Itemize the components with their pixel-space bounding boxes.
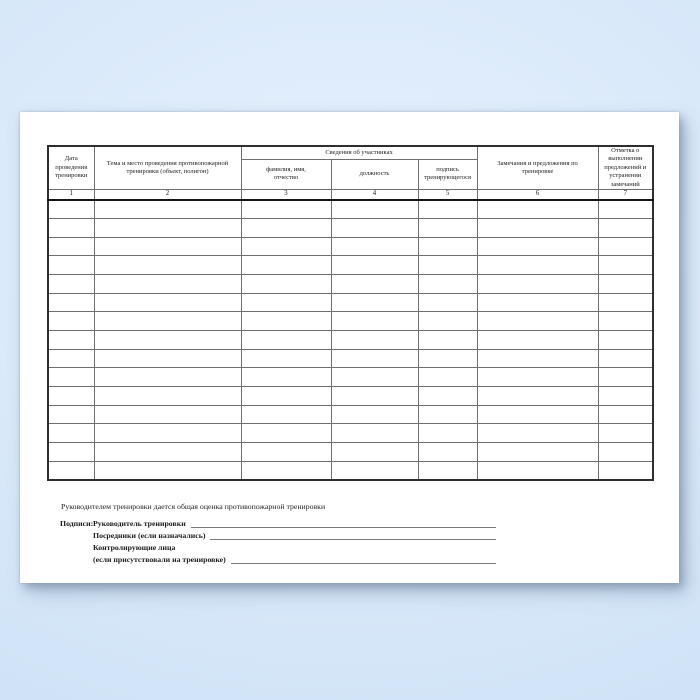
table-cell	[477, 349, 598, 368]
table-cell	[418, 424, 477, 443]
table-cell	[331, 256, 418, 275]
table-cell	[48, 461, 94, 480]
table-cell	[331, 218, 418, 237]
table-cell	[598, 200, 653, 219]
table-cell	[331, 461, 418, 480]
signatures-block	[60, 518, 496, 566]
column-number: 5	[418, 190, 477, 200]
table-cell	[418, 237, 477, 256]
table-cell	[418, 368, 477, 387]
table-cell	[241, 274, 331, 293]
table-cell	[241, 461, 331, 480]
table-cell	[48, 237, 94, 256]
table-cell	[94, 312, 241, 331]
table-cell	[418, 331, 477, 350]
table-cell	[418, 405, 477, 424]
table-cell	[477, 368, 598, 387]
table-cell	[241, 331, 331, 350]
column-number: 2	[94, 190, 241, 200]
table-cell	[48, 424, 94, 443]
table-cell	[48, 312, 94, 331]
table-cell	[94, 200, 241, 219]
table-body	[48, 200, 653, 480]
table-cell	[598, 256, 653, 275]
table-cell	[94, 461, 241, 480]
table-cell	[477, 405, 598, 424]
table-cell	[598, 312, 653, 331]
table-cell	[48, 349, 94, 368]
table-cell	[241, 312, 331, 331]
table-cell	[598, 293, 653, 312]
header-name-label: фамилия, имя, отчество	[266, 165, 306, 182]
header-signature-label: подпись тренирующегося	[424, 165, 471, 182]
table-cell	[94, 349, 241, 368]
table-row	[48, 293, 653, 312]
header-position-column	[331, 159, 418, 190]
header-remarks-column	[477, 146, 598, 190]
table-cell	[477, 331, 598, 350]
table-cell	[331, 349, 418, 368]
table-row	[48, 387, 653, 406]
table-cell	[477, 443, 598, 462]
table-cell	[48, 443, 94, 462]
table-cell	[48, 331, 94, 350]
header-completion-column	[598, 146, 653, 190]
table-cell	[418, 349, 477, 368]
table-cell	[94, 387, 241, 406]
table-row	[48, 237, 653, 256]
table-cell	[48, 274, 94, 293]
column-number: 6	[477, 190, 598, 200]
table-cell	[598, 218, 653, 237]
table-cell	[598, 368, 653, 387]
table-cell	[331, 200, 418, 219]
table-cell	[418, 461, 477, 480]
column-numbers-row	[48, 190, 653, 200]
table-cell	[241, 405, 331, 424]
table-cell	[418, 293, 477, 312]
table-cell	[48, 387, 94, 406]
table-cell	[477, 387, 598, 406]
table-cell	[331, 293, 418, 312]
table-cell	[241, 424, 331, 443]
signature-row	[93, 530, 496, 542]
column-number: 1	[48, 190, 94, 200]
table-cell	[331, 424, 418, 443]
header-completion-label: Отметка о выполнении предложений и устранении замечаний	[604, 147, 647, 188]
table-cell	[598, 424, 653, 443]
table-cell	[241, 293, 331, 312]
table-cell	[94, 443, 241, 462]
table-cell	[48, 218, 94, 237]
table-cell	[241, 256, 331, 275]
training-log-table	[47, 145, 654, 481]
signature-row	[93, 518, 496, 530]
table-row	[48, 349, 653, 368]
table-cell	[477, 218, 598, 237]
header-date-column	[48, 146, 94, 190]
table-cell	[94, 237, 241, 256]
table-cell	[48, 256, 94, 275]
header-date-label: Дата проведения тренировки	[55, 155, 88, 180]
table-cell	[331, 312, 418, 331]
signature-label: Посредники (если назначались)	[93, 531, 206, 540]
signature-lines	[93, 518, 496, 566]
column-number: 3	[241, 190, 331, 200]
table-row	[48, 405, 653, 424]
table-cell	[331, 405, 418, 424]
table-cell	[418, 256, 477, 275]
table-cell	[241, 200, 331, 219]
table-cell	[94, 424, 241, 443]
table-cell	[48, 200, 94, 219]
table-cell	[241, 218, 331, 237]
table-cell	[48, 405, 94, 424]
table-cell	[331, 331, 418, 350]
document-page	[20, 112, 679, 583]
table-cell	[598, 405, 653, 424]
table-row	[48, 443, 653, 462]
table-cell	[94, 218, 241, 237]
signatures-title: Подписи:	[60, 519, 94, 528]
header-participants-label: Сведения об участниках	[325, 148, 393, 156]
table-cell	[598, 349, 653, 368]
table-cell	[331, 274, 418, 293]
signature-row	[93, 554, 496, 566]
signature-label: (если присутствовали на тренировке)	[93, 555, 226, 564]
table-cell	[241, 349, 331, 368]
table-cell	[477, 424, 598, 443]
table-cell	[94, 331, 241, 350]
table-cell	[94, 274, 241, 293]
table-row	[48, 368, 653, 387]
column-number: 4	[331, 190, 418, 200]
header-participants-group	[241, 146, 477, 159]
table-row	[48, 312, 653, 331]
table-cell	[477, 461, 598, 480]
table-cell	[598, 443, 653, 462]
table-cell	[477, 293, 598, 312]
table-cell	[598, 237, 653, 256]
header-topic-column	[94, 146, 241, 190]
table-cell	[241, 368, 331, 387]
table-cell	[418, 200, 477, 219]
table-cell	[598, 274, 653, 293]
table-row	[48, 461, 653, 480]
table-cell	[598, 387, 653, 406]
overall-assessment-note: Руководителем тренировки дается общая оценка противопожарной тренировки	[61, 502, 326, 511]
signature-underline	[210, 539, 496, 540]
table-cell	[241, 237, 331, 256]
table-cell	[48, 368, 94, 387]
table-row	[48, 331, 653, 350]
column-number: 7	[598, 190, 653, 200]
table-cell	[477, 200, 598, 219]
header-name-column	[241, 159, 331, 190]
signature-underline	[231, 563, 496, 564]
signature-label: Контролирующие лица	[93, 543, 176, 552]
table-cell	[598, 331, 653, 350]
table-row	[48, 256, 653, 275]
table-cell	[418, 274, 477, 293]
signature-row	[93, 542, 496, 554]
signature-underline	[191, 527, 496, 528]
header-topic-label: Тема и место проведения противопожарной тренировки (объект, полигон)	[106, 159, 229, 176]
table-cell	[241, 443, 331, 462]
table-cell	[94, 293, 241, 312]
signature-label: Руководитель тренировки	[93, 519, 186, 528]
table-row	[48, 274, 653, 293]
header-remarks-label: Замечания и предложения по тренировке	[497, 159, 578, 176]
table-cell	[477, 237, 598, 256]
table-cell	[477, 274, 598, 293]
table-cell	[331, 443, 418, 462]
table-cell	[331, 387, 418, 406]
table-row	[48, 424, 653, 443]
table-cell	[94, 256, 241, 275]
table-cell	[477, 256, 598, 275]
header-signature-column	[418, 159, 477, 190]
table-cell	[331, 368, 418, 387]
table-cell	[598, 461, 653, 480]
table-row	[48, 200, 653, 219]
table-cell	[418, 443, 477, 462]
table-row	[48, 218, 653, 237]
table-cell	[418, 218, 477, 237]
table-cell	[48, 293, 94, 312]
table-cell	[418, 387, 477, 406]
table-cell	[418, 312, 477, 331]
table-cell	[331, 237, 418, 256]
table-cell	[241, 387, 331, 406]
header-position-label: должность	[359, 170, 390, 178]
table-cell	[94, 368, 241, 387]
table-cell	[477, 312, 598, 331]
table-header	[48, 146, 653, 200]
table-cell	[94, 405, 241, 424]
